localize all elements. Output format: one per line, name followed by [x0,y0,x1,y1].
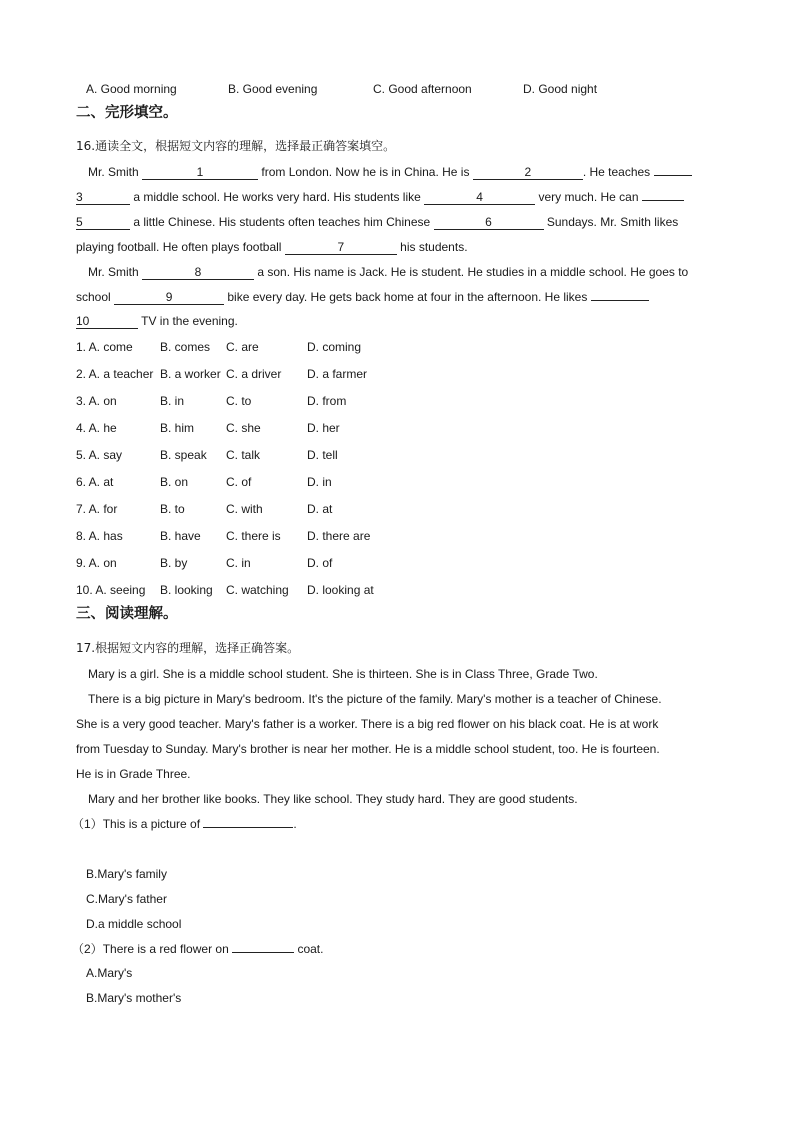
choice-d[interactable]: D. coming [307,340,362,354]
blank-2[interactable]: 2 [473,165,583,180]
prev-option-d: D. Good night [523,82,598,96]
reading-line-2: There is a big picture in Mary's bedroom. It's the picture of the family. Mary's mother is a teacher of Chinese. [88,692,662,706]
choice-b[interactable]: B. a worker [160,367,221,381]
prev-option-c: C. Good afternoon [373,82,472,96]
choice-a[interactable]: 2. A. a teacher [76,367,154,381]
choice-b[interactable]: B. comes [160,340,211,354]
choice-d[interactable]: D. there are [307,529,371,543]
choice-c[interactable]: C. watching [226,583,289,597]
q1-option-b[interactable]: B.Mary's family [86,867,167,881]
section3-heading: 三、阅读理解。 [76,606,178,622]
blank-4[interactable]: 4 [424,190,535,205]
choice-a[interactable]: 8. A. has [76,529,123,543]
choice-a[interactable]: 10. A. seeing [76,583,146,597]
choice-b[interactable]: B. speak [160,448,207,462]
q1-blank[interactable] [203,827,293,828]
choice-c[interactable]: C. a driver [226,367,282,381]
prev-option-b: B. Good evening [228,82,318,96]
blank-7[interactable]: 7 [285,240,397,255]
passage-line-5: Mr. Smith 8 a son. His name is Jack. He is student. He studies in a middle school. He goes to [88,265,689,279]
blank-10a[interactable] [591,300,649,301]
blank-6[interactable]: 6 [434,215,544,230]
passage-line-7: 10 TV in the evening. [76,314,238,328]
reading-line-6: Mary and her brother like books. They like school. They study hard. They are good students. [88,792,578,806]
section2-heading: 二、完形填空。 [76,105,178,121]
blank-10[interactable]: 10 [76,314,138,329]
choice-d[interactable]: D. from [307,394,347,408]
section3-instruction: 17.根据短文内容的理解，选择正确答案。 [76,641,300,655]
choice-b[interactable]: B. on [160,475,189,489]
q2-blank[interactable] [232,952,294,953]
choice-a[interactable]: 5. A. say [76,448,123,462]
reading-line-4: from Tuesday to Sunday. Mary's brother is near her mother. He is a middle school student, too. He is fourteen. [76,742,660,756]
prev-option-a: A. Good morning [86,82,177,96]
question-2: （2）There is a red flower on coat. [72,942,324,956]
choice-d[interactable]: D. looking at [307,583,374,597]
choice-c[interactable]: C. with [226,502,263,516]
passage-line-4: playing football. He often plays football 7 his students. [76,240,468,254]
reading-line-3: She is a very good teacher. Mary's father is a worker. There is a big red flower on his black coat. He is at work [76,717,659,731]
choice-d[interactable]: D. a farmer [307,367,368,381]
section2-instruction: 16.通读全文，根据短文内容的理解，选择最正确答案填空。 [76,139,396,153]
choice-c[interactable]: C. to [226,394,252,408]
question-1: （1）This is a picture of . [72,817,297,831]
choice-c[interactable]: C. of [226,475,252,489]
choice-c[interactable]: C. are [226,340,259,354]
blank-1[interactable]: 1 [142,165,258,180]
choice-d[interactable]: D. her [307,421,340,435]
blank-8[interactable]: 8 [142,265,254,280]
passage-line-2: 3 a middle school. He works very hard. His students like 4 very much. He can [76,189,684,205]
choice-b[interactable]: B. have [160,529,201,543]
passage-line-3: 5 a little Chinese. His students often teaches him Chinese 6 Sundays. Mr. Smith likes [76,215,679,229]
choice-a[interactable]: 4. A. he [76,421,117,435]
passage-line-1: Mr. Smith 1 from London. Now he is in China. He is 2 . He teaches [88,164,692,180]
blank-3[interactable]: 3 [76,190,130,205]
choice-b[interactable]: B. to [160,502,185,516]
passage-line-6: school 9 bike every day. He gets back home at four in the afternoon. He likes [76,289,649,305]
blank-5[interactable]: 5 [76,215,130,230]
choice-a[interactable]: 7. A. for [76,502,118,516]
choice-b[interactable]: B. by [160,556,188,570]
choice-c[interactable]: C. she [226,421,261,435]
choice-c[interactable]: C. talk [226,448,261,462]
reading-line-1: Mary is a girl. She is a middle school student. She is thirteen. She is in Class Three, Grade Two. [88,667,598,681]
choice-d[interactable]: D. at [307,502,333,516]
q1-option-c[interactable]: C.Mary's father [86,892,167,906]
choice-d[interactable]: D. in [307,475,332,489]
choice-c[interactable]: C. there is [226,529,281,543]
choice-a[interactable]: 9. A. on [76,556,117,570]
choice-a[interactable]: 1. A. come [76,340,133,354]
blank-3a[interactable] [654,175,692,176]
blank-5a[interactable] [642,200,684,201]
reading-line-5: He is in Grade Three. [76,767,191,781]
blank-9[interactable]: 9 [114,290,224,305]
choice-a[interactable]: 3. A. on [76,394,117,408]
choice-a[interactable]: 6. A. at [76,475,114,489]
q1-option-d[interactable]: D.a middle school [86,917,182,931]
q2-option-b[interactable]: B.Mary's mother's [86,991,182,1005]
choice-d[interactable]: D. of [307,556,333,570]
choice-b[interactable]: B. him [160,421,195,435]
choice-d[interactable]: D. tell [307,448,338,462]
choice-b[interactable]: B. looking [160,583,213,597]
choice-c[interactable]: C. in [226,556,251,570]
choice-b[interactable]: B. in [160,394,185,408]
q2-option-a[interactable]: A.Mary's [86,966,133,980]
